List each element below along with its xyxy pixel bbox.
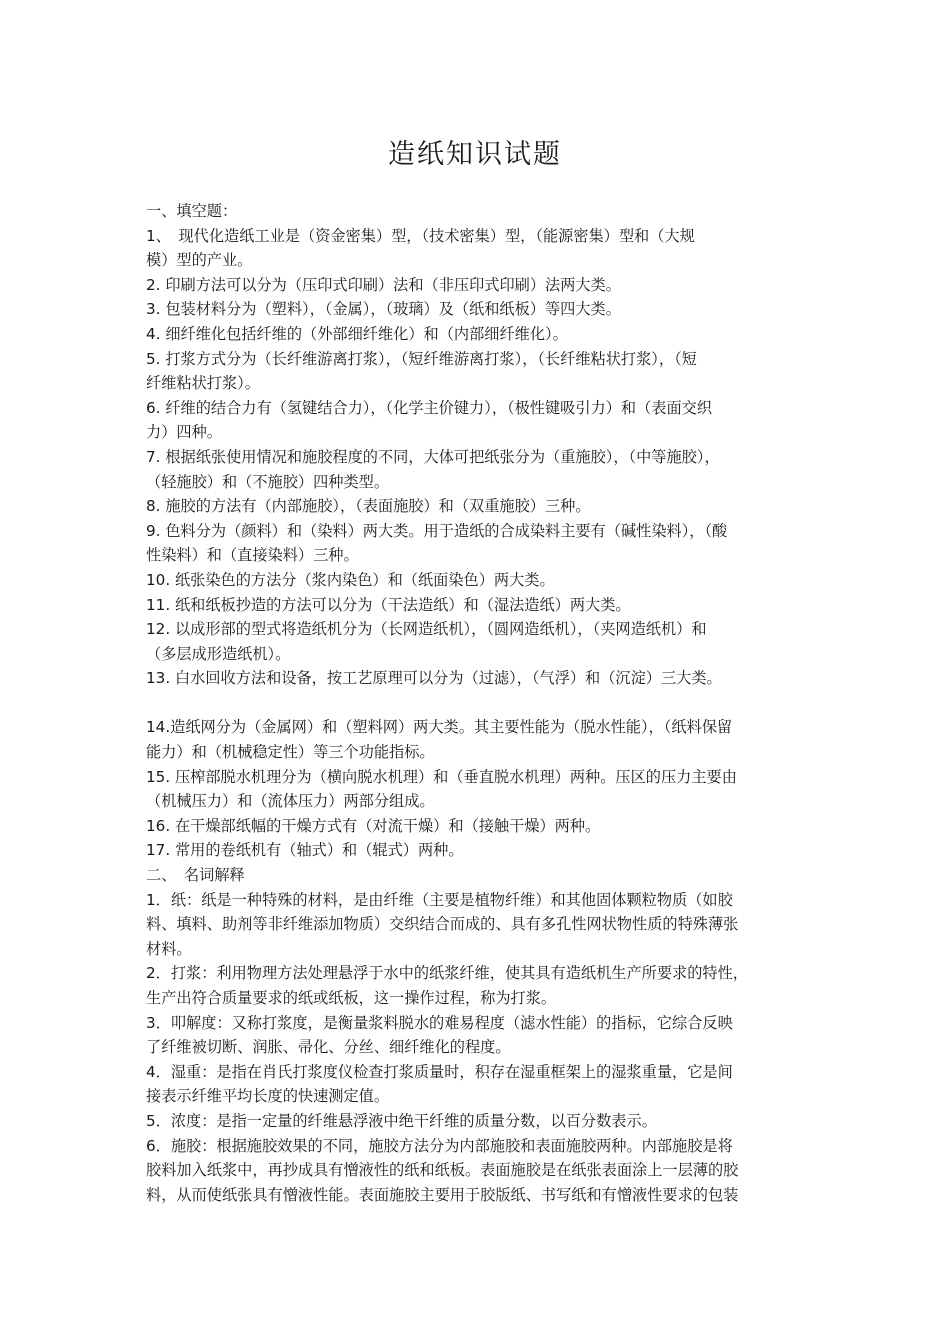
text-line: 1、 现代化造纸工业是（资金密集）型，（技术密集）型，（能源密集）型和（大规 (146, 226, 695, 245)
text-line: 14.造纸网分为（金属网）和（塑料网）两大类。其主要性能为（脱水性能），（纸料保留 (146, 718, 733, 737)
text-line: 6．施胶：根据施胶效果的不同，施胶方法分为内部施胶和表面施胶两种。内部施胶是将 (146, 1136, 733, 1155)
text-line: （多层成形造纸机）。 (146, 644, 291, 663)
text-line: 胶料加入纸浆中，再抄成具有憎液性的纸和纸板。表面施胶是在纸张表面涂上一层薄的胶 (146, 1161, 739, 1180)
text-line: 模）型的产业。 (146, 251, 253, 270)
text-line: 生产出符合质量要求的纸或纸板，这一操作过程，称为打浆。 (146, 989, 557, 1007)
text-line: 性染料）和（直接染料）三种。 (146, 546, 359, 565)
text-line: 5. 打浆方式分为（长纤维游离打浆），（短纤维游离打浆），（长纤维粘状打浆），（短 (146, 349, 697, 368)
text-line: 4．湿重：是指在肖氏打浆度仪检查打浆质量时，积存在湿重框架上的湿浆重量，它是间 (146, 1062, 733, 1081)
text-line: 2．打浆：利用物理方法处理悬浮于水中的纸浆纤维，使其具有造纸机生产所要求的特性， (146, 964, 748, 983)
text-line: 材料。 (146, 939, 192, 958)
text-line: 料，从而使纸张具有憎液性能。表面施胶主要用于胶版纸、书写纸和有憎液性要求的包装 (146, 1185, 739, 1204)
text-line: 8. 施胶的方法有（内部施胶），（表面施胶）和（双重施胶）三种。 (146, 497, 591, 516)
text-line: 料、填料、助剂等非纤维添加物质）交织结合而成的、具有多孔性网状物性质的特殊薄张 (146, 915, 739, 934)
blank-line (146, 691, 810, 716)
text-line: 17. 常用的卷纸机有（轴式）和（辊式）两种。 (146, 841, 464, 860)
text-line: 二、 名词解释 (146, 866, 245, 885)
text-line: 2. 印刷方法可以分为（压印式印刷）法和（非压印式印刷）法两大类。 (146, 275, 621, 294)
text-line: 11. 纸和纸板抄造的方法可以分为（干法造纸）和（湿法造纸）两大类。 (146, 595, 631, 614)
text-line: 4. 细纤维化包括纤维的（外部细纤维化）和（内部细纤维化）。 (146, 324, 568, 343)
text-line: 10. 纸张染色的方法分（浆内染色）和（纸面染色）两大类。 (146, 570, 555, 589)
document-body (146, 199, 810, 1207)
text-line: 7. 根据纸张使用情况和施胶程度的不同，大体可把纸张分为（重施胶），（中等施胶）， (146, 447, 720, 466)
text-line: 9. 色料分为（颜料）和（染料）两大类。用于造纸的合成染料主要有（碱性染料），（酸 (146, 521, 728, 540)
text-line: 纤维粘状打浆）。 (146, 374, 260, 393)
text-line: （轻施胶）和（不施胶）四种类型。 (146, 472, 389, 491)
text-line: 能力）和（机械稳定性）等三个功能指标。 (146, 743, 435, 762)
text-line: 一、填空题： (146, 202, 238, 220)
page-title: 造纸知识试题 (388, 139, 562, 170)
text-line: （机械压力）和（流体压力）两部分组成。 (146, 792, 435, 811)
text-line: 接表示纤维平均长度的快速测定值。 (146, 1087, 389, 1106)
text-line: 5．浓度：是指一定量的纤维悬浮液中绝干纤维的质量分数，以百分数表示。 (146, 1111, 657, 1130)
text-line: 力）四种。 (146, 423, 222, 442)
text-line: 13. 白水回收方法和设备，按工艺原理可以分为（过滤），（气浮）和（沉淀）三大类。 (146, 669, 722, 688)
text-line: 6. 纤维的结合力有（氢键结合力），（化学主价键力），（极性键吸引力）和（表面交织 (146, 398, 713, 417)
text-line: 3．叩解度：又称打浆度，是衡量浆料脱水的难易程度（滤水性能）的指标，它综合反映 (146, 1013, 733, 1032)
text-line: 16. 在干燥部纸幅的干燥方式有（对流干燥）和（接触干燥）两种。 (146, 816, 601, 835)
text-line: 3. 包装材料分为（塑料），（金属），（玻璃）及（纸和纸板）等四大类。 (146, 300, 621, 319)
text-line: 15. 压榨部脱水机理分为（横向脱水机理）和（垂直脱水机理）两种。压区的压力主要由 (146, 767, 737, 786)
text-line: 1．纸：纸是一种特殊的材料，是由纤维（主要是植物纤维）和其他固体颗粒物质（如胶 (146, 890, 733, 909)
text-line: 了纤维被切断、润胀、帚化、分丝、细纤维化的程度。 (146, 1038, 511, 1057)
text-line: 12. 以成形部的型式将造纸机分为（长网造纸机），（圆网造纸机），（夹网造纸机）和 (146, 620, 707, 639)
